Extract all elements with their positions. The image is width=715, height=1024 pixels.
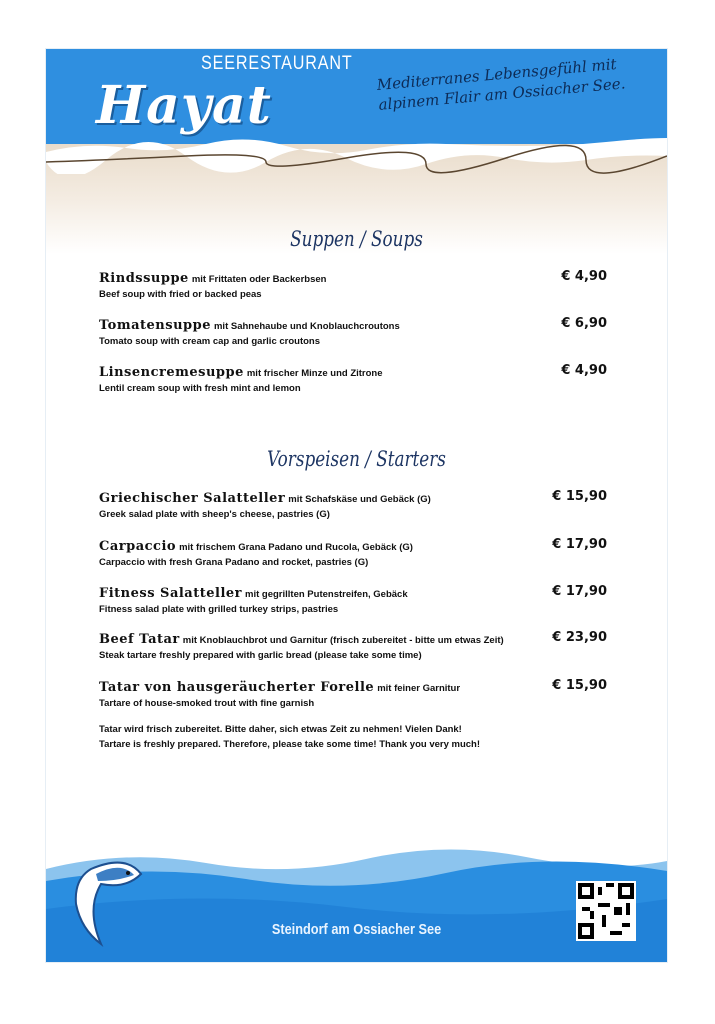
logo-subtitle: SEERESTAURANT [201, 53, 353, 74]
item-price: € 4,90 [561, 269, 607, 284]
item-price: € 6,90 [561, 316, 607, 331]
footer-location: Steindorf am Ossiacher See [271, 921, 442, 938]
item-price: € 4,90 [561, 363, 607, 378]
item-desc-de: mit feiner Garnitur [377, 683, 461, 694]
menu-item [99, 363, 607, 394]
item-name: Tatar von hausgeräucherter Forelle [99, 680, 375, 695]
menu-page [45, 48, 668, 963]
item-desc-en: Tartare of house-smoked trout with fine garnish [99, 698, 315, 709]
item-desc-de: mit Schafskäse und Gebäck (G) [288, 494, 431, 505]
logo-hayat: Hayat [96, 75, 272, 136]
item-desc-en: Greek salad plate with sheep's cheese, pastries (G) [99, 509, 330, 520]
item-desc-de: mit Knoblauchbrot und Garnitur (frisch zubereitet - bitte um etwas Zeit) [182, 635, 504, 646]
item-desc-de: mit frischem Grana Padano und Rucola, Gebäck (G) [179, 542, 413, 553]
menu-item [99, 316, 607, 347]
qr-code-icon [578, 883, 634, 939]
wave-decoration [46, 134, 667, 174]
item-name: Griechischer Salatteller [99, 491, 286, 506]
note-en: Tartare is freshly prepared. Therefore, please take some time! Thank you very much! [99, 739, 481, 750]
item-price: € 17,90 [552, 537, 607, 552]
item-name: Beef Tatar [99, 632, 180, 647]
item-price: € 23,90 [552, 630, 607, 645]
qr-code[interactable] [576, 881, 636, 941]
item-desc-en: Carpaccio with fresh Grana Padano and rocket, pastries (G) [99, 557, 369, 568]
item-name: Rindssuppe [99, 271, 189, 286]
section-title-soups: Suppen / Soups [290, 227, 423, 251]
item-desc-de: mit gegrillten Putenstreifen, Gebäck [245, 589, 408, 600]
item-price: € 15,90 [552, 678, 607, 693]
menu-item [99, 630, 607, 661]
item-desc-en: Tomato soup with cream cap and garlic croutons [99, 336, 321, 347]
item-desc-en: Lentil cream soup with fresh mint and lemon [99, 383, 301, 394]
item-desc-de: mit Frittaten oder Backerbsen [191, 274, 327, 285]
item-name: Fitness Salatteller [99, 586, 243, 601]
item-desc-de: mit Sahnehaube und Knoblauchcroutons [213, 321, 400, 332]
footer-water-banner [46, 849, 667, 962]
section-title-starters: Vorspeisen / Starters [267, 447, 446, 471]
menu-item [99, 269, 607, 300]
menu-item [99, 678, 607, 709]
menu-item [99, 537, 607, 568]
item-price: € 17,90 [552, 584, 607, 599]
item-desc-en: Beef soup with fried or backed peas [99, 289, 262, 300]
tagline: Mediterranes Lebensgefühl mit alpinem Flair am Ossiacher See. [376, 55, 627, 114]
item-desc-en: Fitness salad plate with grilled turkey strips, pastries [99, 604, 339, 615]
note-de: Tatar wird frisch zubereitet. Bitte daher, sich etwas Zeit zu nehmen! Vielen Dank! [99, 724, 462, 735]
item-desc-de: mit frischer Minze und Zitrone [246, 368, 383, 379]
menu-item [99, 584, 607, 615]
menu-item [99, 489, 607, 520]
item-name: Carpaccio [99, 539, 177, 554]
item-price: € 15,90 [552, 489, 607, 504]
header-banner [46, 49, 667, 249]
item-desc-en: Steak tartare freshly prepared with garlic bread (please take some time) [99, 650, 422, 661]
item-name: Tomatensuppe [99, 318, 211, 333]
item-name: Linsencremesuppe [99, 365, 244, 380]
